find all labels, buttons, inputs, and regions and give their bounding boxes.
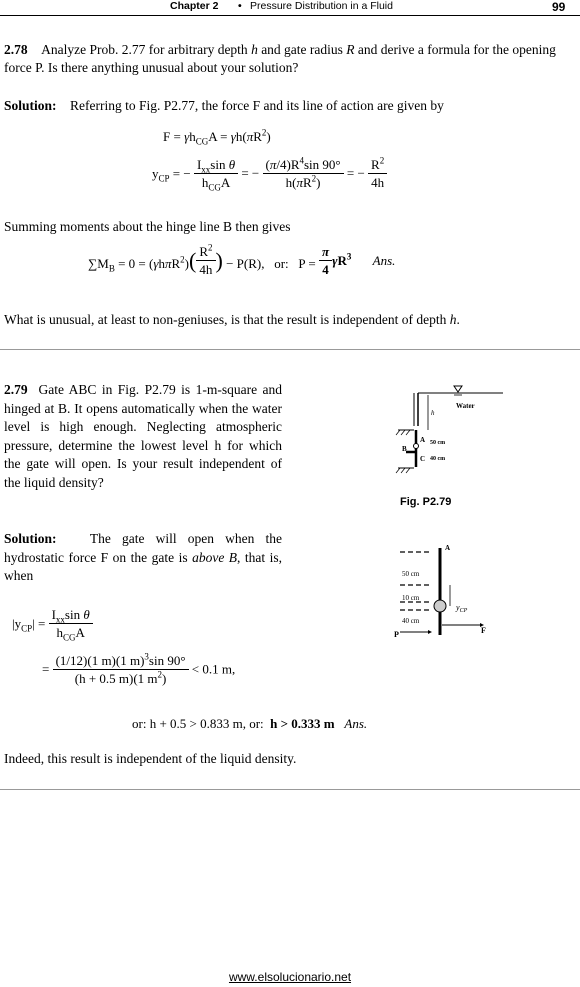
label-c: C <box>420 455 426 463</box>
solution-label: Solution: <box>4 98 57 113</box>
label-50cm: 50 cm <box>430 440 446 446</box>
equation-force: $F = \gamma h_{CG}A = \gamma h(\pi R^2)$ <box>163 127 271 147</box>
moments-text: Summing moments about the hinge line B then gives <box>4 219 291 234</box>
footer-link[interactable]: www.elsolucionario.net <box>228 970 352 984</box>
chapter-label: Chapter 2 <box>170 0 219 12</box>
problem-number: 2.78 <box>4 42 28 57</box>
ans-label: Ans. <box>372 252 396 268</box>
page-header <box>0 0 580 15</box>
label-a: A <box>420 436 426 444</box>
header-rule <box>0 15 580 16</box>
label-water: Water <box>456 402 475 410</box>
label-f: F <box>481 626 486 635</box>
label-b: B <box>402 445 407 453</box>
equation-ycp: $y_{CP}$ = − $\frac{I_{xx}\sin \theta}{h_{CG}A}$ = − $\frac{(\pi/4)R^4\sin 90^\circ}{h(\pi R^2)}$ = − $\frac{R^2}{4h}$ <box>152 156 387 191</box>
unusual-text: What is unusual, at least to non-geniuses, is that the result is independent of depth h. <box>4 312 460 327</box>
problem-279-statement: 2.79 Gate ABC in Fig. P2.79 is 1-m-square and hinged at B. It opens automatically when the water level is high enough. Neglecting atmospheric pressure, determine the lowest level h for which the gate will open. Is your result independent of the liquid density? <box>4 382 282 490</box>
label-a-solution: A <box>445 544 451 552</box>
label-10cm-solution: 10 cm <box>402 594 420 602</box>
label-ycp: $y_{CP}$ <box>456 603 468 614</box>
solution-label: Solution: <box>4 531 57 546</box>
label-p: P <box>394 630 399 639</box>
final-answer: h > 0.333 m <box>270 716 335 731</box>
conclusion-text: Indeed, this result is independent of the liquid density. <box>4 751 297 766</box>
bottom-divider <box>0 789 580 790</box>
problem-number: 2.79 <box>4 382 28 397</box>
label-40cm-solution: 40 cm <box>402 617 420 625</box>
final-answer-line: or: h + 0.5 > 0.833 m, or: h > 0.333 m Ans. <box>132 716 368 731</box>
equation-ycp-numeric: = $\frac{(1/12)(1 m)(1 m)^3\sin 90^\circ}{(h + 0.5 m)(1 m^2)}$ < 0.1 m, <box>42 651 236 686</box>
equation-moments: $\sum M_B = 0 = (\gamma h\pi R^2)$( $\frac{R^2}{4h}$ ) − P(R), or: P = $\frac{\pi}{4}$ $\gamma R^3$ Ans. <box>88 242 396 277</box>
chapter-title: Pressure Distribution in a Fluid <box>250 0 393 12</box>
solution-278-intro: Solution: Referring to Fig. P2.77, the force F and its line of action are given by <box>4 98 444 113</box>
section-divider <box>0 349 580 350</box>
figure-solution-diagram <box>390 540 510 640</box>
label-h: h <box>431 409 435 417</box>
label-40cm: 40 cm <box>430 456 446 462</box>
solution-279-intro: Solution: The gate will open when the hydrostatic force F on the gate is above B, that is, when <box>4 531 283 583</box>
label-50cm-solution: 50 cm <box>402 570 420 578</box>
page-number: 99 <box>552 0 566 14</box>
equation-ycp-abs: $|y_{CP}|$ = $\frac{I_{xx}\sin \theta}{h_{CG}A}$ <box>12 606 93 641</box>
header-bullet: • <box>238 0 242 12</box>
problem-278-statement: 2.78 Analyze Prob. 2.77 for arbitrary depth h and gate radius R and derive a formula for the opening force P. Is there anything unusual about your solution? <box>4 42 556 75</box>
figure-gate-diagram <box>388 380 508 480</box>
figure-caption: Fig. P2.79 <box>400 496 452 508</box>
